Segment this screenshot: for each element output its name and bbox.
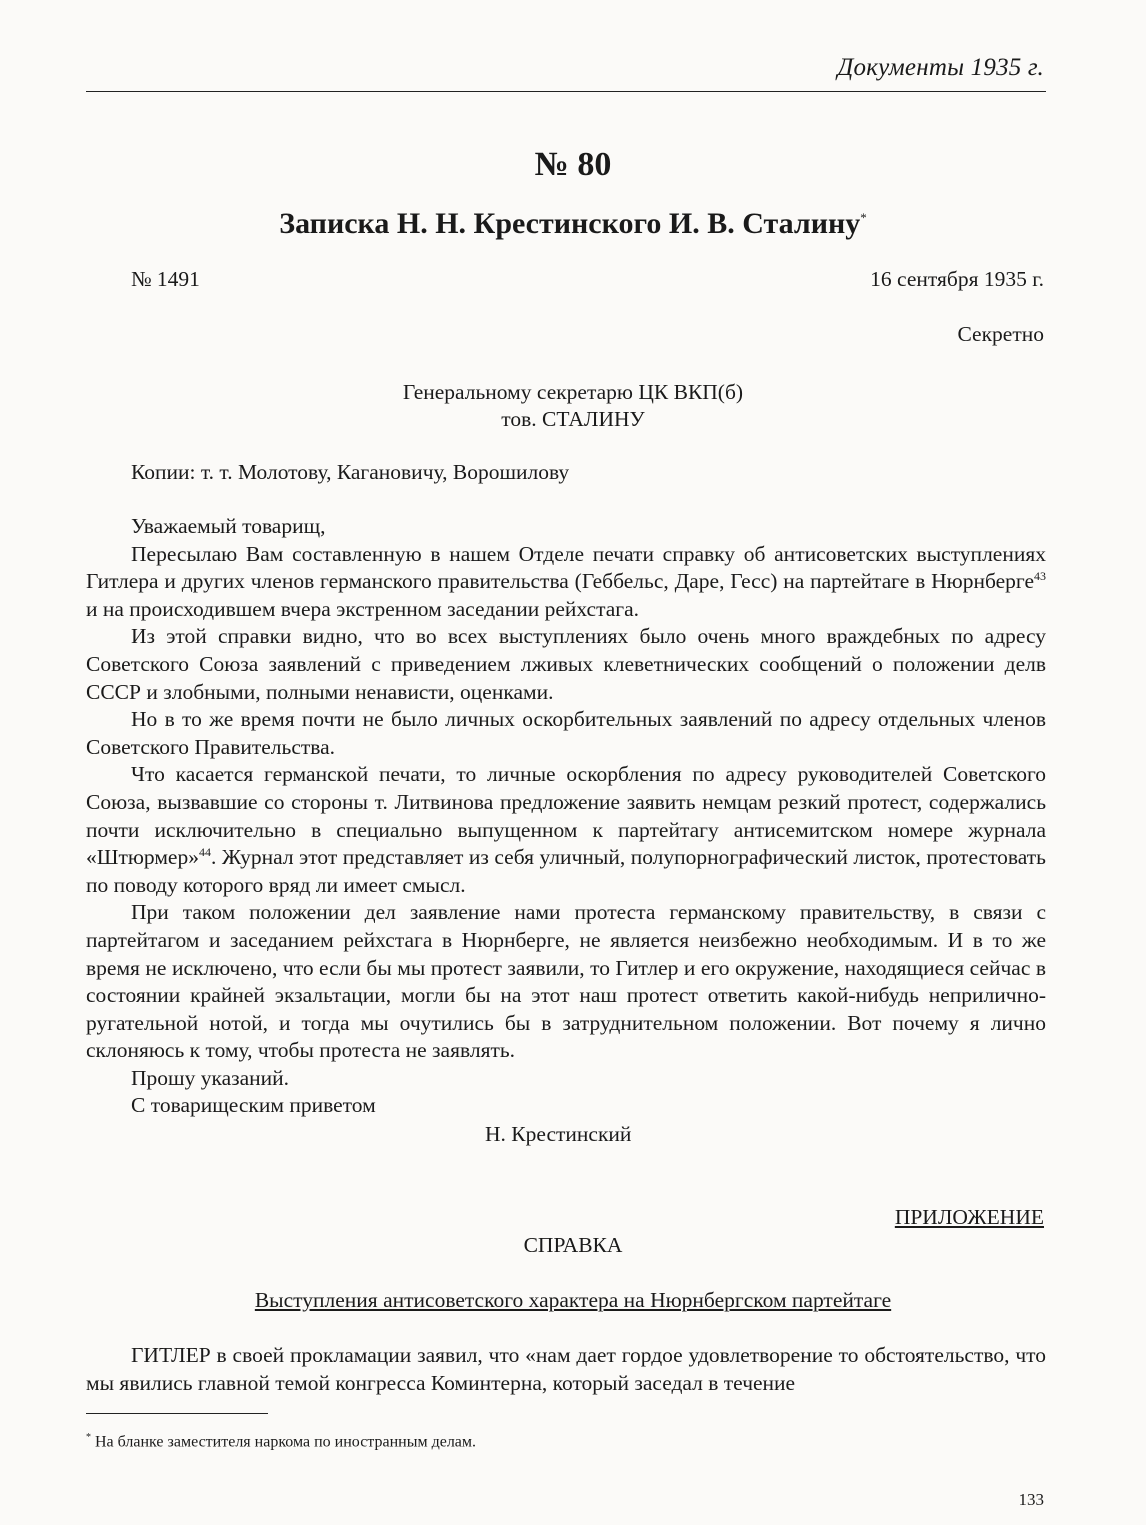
document-number: № 80 (534, 146, 612, 183)
paragraph-3: Но в то же время почти не было личных оскорбительных заявлений по адресу отдельных членов Советского Правительства. (86, 707, 1046, 759)
appendix-label: ПРИЛОЖЕНИЕ (894, 1205, 1044, 1229)
footnote-rule (86, 1413, 268, 1414)
signature: Н. Крестинский (485, 1122, 632, 1146)
letter-body (86, 513, 1046, 1120)
paragraph-1 (86, 541, 1046, 624)
paragraph-4-text-a: Что касается германской печати, то личные оскорбления по адресу руководителей Советского Союза, вызвавшие со стороны т. Литвинова предложение заявить немцам резкий протест, содержались почти исключительно в специально выпущенном к партейтагу антисемитском номере журнала «Штюрмер» (86, 762, 1046, 870)
document-date: 16 сентября 1935 г. (870, 267, 1044, 291)
reference-text (86, 1342, 1046, 1397)
greeting: Уважаемый товарищ, (131, 514, 326, 538)
title-footnote-mark: * (860, 210, 867, 225)
copies-line: Копии: т. т. Молотову, Кагановичу, Ворошилову (131, 460, 570, 484)
running-head: Документы 1935 г. (837, 54, 1044, 81)
paragraph-4-text-b: . Журнал этот представляет из себя уличный, полупорнографический листок, протестовать по поводу которого вряд ли имеет смысл. (86, 845, 1046, 897)
addressee-line-2: тов. СТАЛИНУ (501, 407, 645, 431)
footnote-text: На бланке заместителя наркома по иностранным делам. (91, 1433, 477, 1451)
endnote-43: 43 (1034, 569, 1046, 584)
reference-subtitle: Выступления антисоветского характера на Нюрнбергском партейтаге (254, 1288, 892, 1312)
addressee-line-1: Генеральному секретарю ЦК ВКП(б) (402, 380, 744, 404)
document-title (0, 207, 1146, 241)
paragraph-6: Прошу указаний. (131, 1065, 290, 1090)
paragraph-1-text-a: Пересылаю Вам составленную в нашем Отделе печати справку об антисоветских выступлениях Гитлера и других членов германского правительства (Геббельс, Даре, Гесс) на партейтаге в Нюрнберге (86, 541, 1046, 594)
paragraph-5: При таком положении дел заявление нами протеста германскому правительству, в связи с партейтагом и заседанием рейхстага в Нюрнберге, не является неизбежно необходимым. И в то же время не исключено, что если бы мы протест заявили, то Гитлер и его окружение, находящиеся сейчас в состоянии крайней экзальтации, могли бы на этот наш протест ответить какой-нибудь неприлично-ругательной нотой, и тогда мы очутились бы в затруднительном положении. Вот почему я лично склоняюсь к тому, чтобы протеста не заявлять. (86, 900, 1046, 1063)
footnote-mark: * (86, 1432, 91, 1443)
reference-paragraph-1: ГИТЛЕР в своей прокламации заявил, что «нам дает гордое удовлетворение то обстоятельство, что мы явились главной темой конгресса Коминтерна, который заседал в течение (86, 1343, 1046, 1395)
addressee (0, 379, 1146, 433)
footnote (86, 1432, 476, 1451)
page-number: 133 (1018, 1490, 1044, 1509)
paragraph-1-text-b: и на происходившем вчера экстренном заседании рейхстага. (86, 596, 640, 621)
paragraph-2: Из этой справки видно, что во всех выступлениях было очень много враждебных по адресу Советского Союза заявлений с приведением лживых клеветнических сообщений о положении делв СССР и злобными, полными ненависти, оценками. (86, 624, 1046, 704)
registration-number: № 1491 (131, 267, 200, 291)
secrecy-stamp: Секретно (957, 322, 1044, 346)
closing: С товарищеским приветом (131, 1093, 376, 1118)
endnote-44: 44 (198, 844, 211, 859)
document-title-text: Записка Н. Н. Крестинского И. В. Сталину (279, 207, 861, 240)
header-rule (86, 91, 1046, 92)
paragraph-4 (86, 761, 1046, 899)
reference-title: СПРАВКА (523, 1233, 623, 1257)
